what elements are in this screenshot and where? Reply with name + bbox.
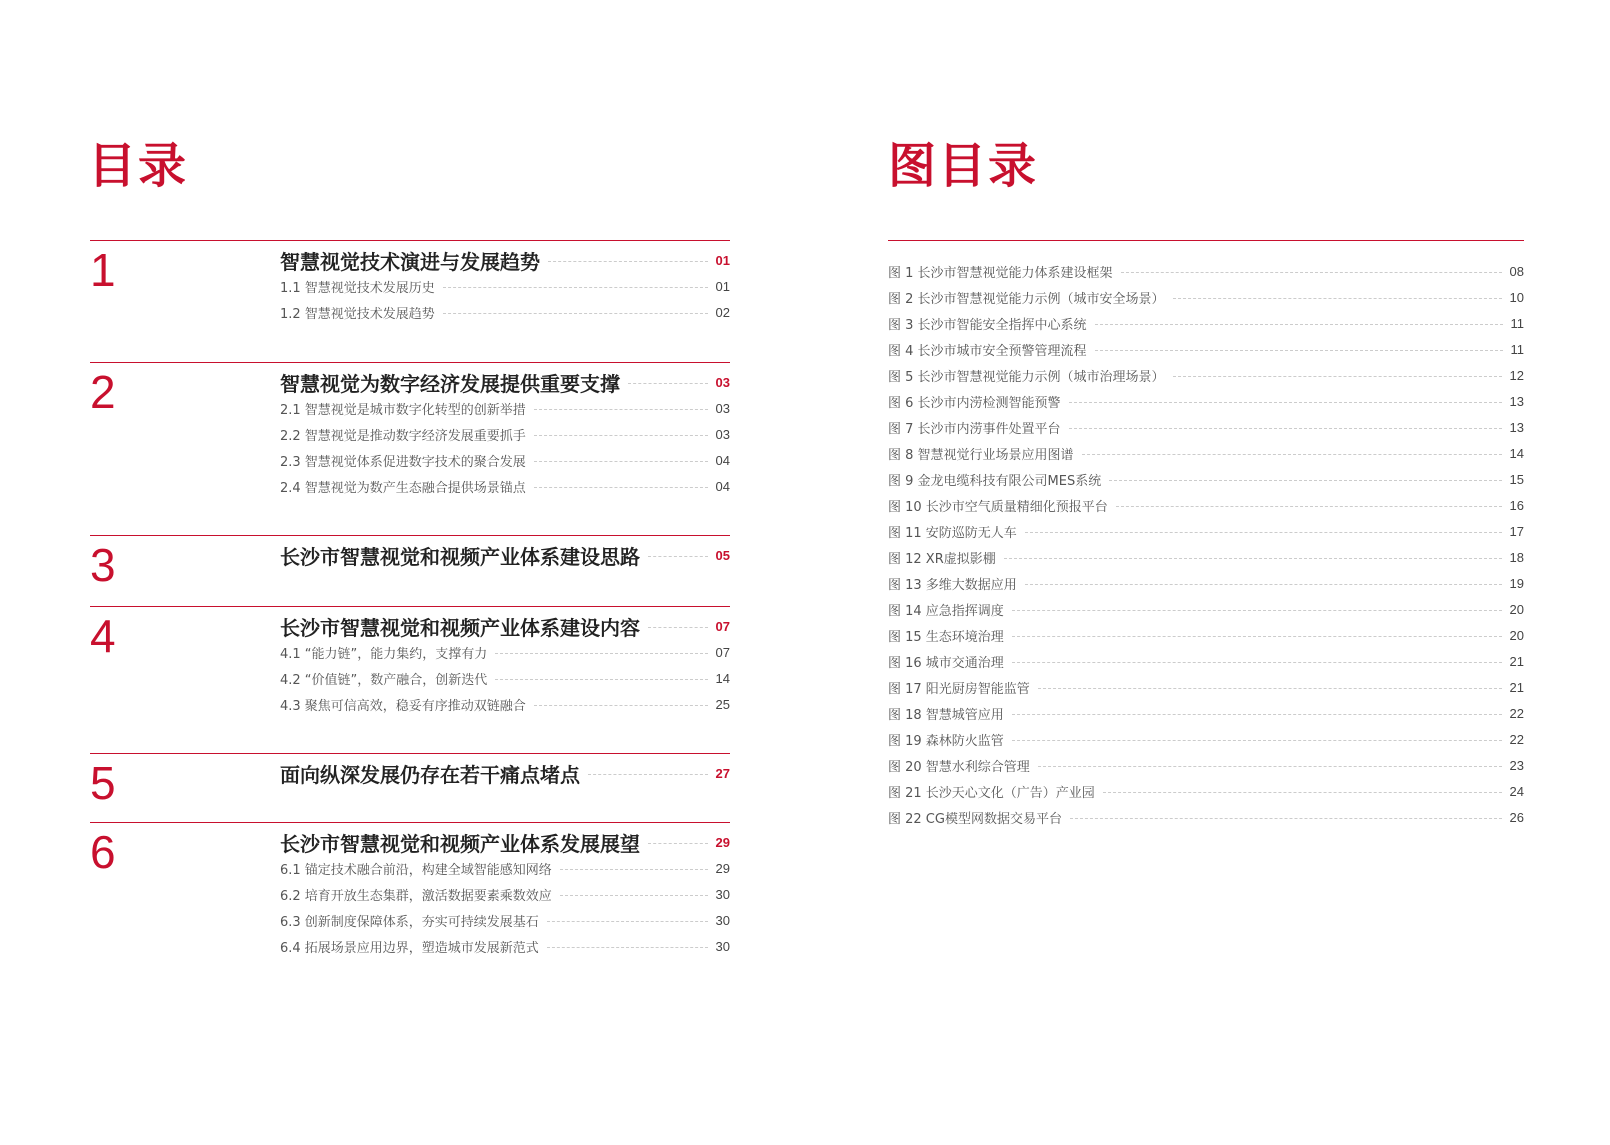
figure-entry-label: 图 22 CG模型网数据交易平台 bbox=[888, 811, 1062, 827]
section-divider bbox=[90, 753, 730, 754]
figure-entry[interactable] bbox=[888, 338, 1524, 360]
toc-subentry-label: 2.2 智慧视觉是推动数字经济发展重要抓手 bbox=[280, 428, 526, 444]
dotted-leader bbox=[534, 487, 708, 488]
figure-entry[interactable] bbox=[888, 780, 1524, 802]
toc-subentry-page: 14 bbox=[715, 670, 730, 686]
figure-entry[interactable] bbox=[888, 520, 1524, 542]
dotted-leader bbox=[1069, 402, 1502, 403]
toc-entry-label: 长沙市智慧视觉和视频产业体系发展展望 bbox=[280, 831, 640, 856]
toc-subentry-label: 2.4 智慧视觉为数产生态融合提供场景锚点 bbox=[280, 480, 526, 496]
toc-subentry[interactable] bbox=[280, 936, 730, 956]
dotted-leader bbox=[1070, 818, 1502, 819]
section-number: 4 bbox=[90, 610, 116, 662]
toc-subentry-label: 6.1 锚定技术融合前沿，构建全域智能感知网络 bbox=[280, 862, 552, 878]
toc-subentry-page: 07 bbox=[715, 644, 730, 660]
toc-subentry-label: 6.2 培育开放生态集群，激活数据要素乘数效应 bbox=[280, 888, 552, 904]
dotted-leader bbox=[560, 869, 708, 870]
toc-subentry-label: 6.4 拓展场景应用边界，塑造城市发展新范式 bbox=[280, 940, 539, 956]
toc-subentry-page: 25 bbox=[715, 696, 730, 712]
section-number: 6 bbox=[90, 826, 116, 878]
figure-entry-page: 14 bbox=[1509, 445, 1524, 461]
figure-entry-label: 图 18 智慧城管应用 bbox=[888, 707, 1004, 723]
figure-entry[interactable] bbox=[888, 286, 1524, 308]
figure-entry-page: 10 bbox=[1509, 289, 1524, 305]
dotted-leader bbox=[1038, 688, 1502, 689]
figure-entry-page: 19 bbox=[1509, 575, 1524, 591]
figure-entry-page: 22 bbox=[1509, 705, 1524, 721]
dotted-leader bbox=[495, 679, 707, 680]
figure-entry-page: 15 bbox=[1509, 471, 1524, 487]
dotted-leader bbox=[1038, 766, 1502, 767]
figures-divider bbox=[888, 240, 1524, 241]
dotted-leader bbox=[1069, 428, 1502, 429]
figure-entry-page: 13 bbox=[1509, 419, 1524, 435]
figure-entry-label: 图 9 金龙电缆科技有限公司MES系统 bbox=[888, 473, 1102, 489]
dotted-leader bbox=[1004, 558, 1502, 559]
toc-subentry[interactable] bbox=[280, 884, 730, 904]
toc-subentry-page: 03 bbox=[715, 400, 730, 416]
figure-entry[interactable] bbox=[888, 572, 1524, 594]
toc-subentry[interactable] bbox=[280, 642, 730, 662]
figure-entry-page: 11 bbox=[1510, 341, 1524, 357]
dotted-leader bbox=[1012, 714, 1502, 715]
toc-entry-label: 智慧视觉为数字经济发展提供重要支撑 bbox=[280, 371, 620, 396]
figure-entry-label: 图 14 应急指挥调度 bbox=[888, 603, 1004, 619]
figure-entry[interactable] bbox=[888, 442, 1524, 464]
dotted-leader bbox=[548, 261, 708, 262]
section-divider bbox=[90, 606, 730, 607]
toc-subentry-label: 4.1 “能力链”，能力集约，支撑有力 bbox=[280, 646, 488, 662]
figure-entry[interactable] bbox=[888, 702, 1524, 724]
figure-entry-page: 20 bbox=[1509, 601, 1524, 617]
dotted-leader bbox=[1095, 350, 1503, 351]
toc-entry-page: 01 bbox=[715, 252, 730, 268]
toc-entry-page: 07 bbox=[715, 618, 730, 634]
toc-entry[interactable] bbox=[280, 541, 730, 569]
dotted-leader bbox=[534, 409, 708, 410]
figure-entry-label: 图 2 长沙市智慧视觉能力示例（城市安全场景） bbox=[888, 291, 1165, 307]
toc-subentry[interactable] bbox=[280, 858, 730, 878]
toc-subentry-label: 2.1 智慧视觉是城市数字化转型的创新举措 bbox=[280, 402, 526, 418]
dotted-leader bbox=[1012, 610, 1502, 611]
toc-subentry[interactable] bbox=[280, 424, 730, 444]
dotted-leader bbox=[534, 705, 708, 706]
dotted-leader bbox=[628, 383, 708, 384]
figure-entry-page: 26 bbox=[1509, 809, 1524, 825]
figure-entry-label: 图 4 长沙市城市安全预警管理流程 bbox=[888, 343, 1087, 359]
toc-subentry[interactable] bbox=[280, 910, 730, 930]
section-number: 2 bbox=[90, 366, 116, 418]
figure-entry-label: 图 8 智慧视觉行业场景应用图谱 bbox=[888, 447, 1074, 463]
toc-subentry[interactable] bbox=[280, 398, 730, 418]
figure-entry[interactable] bbox=[888, 390, 1524, 412]
figure-entry-label: 图 15 生态环境治理 bbox=[888, 629, 1004, 645]
dotted-leader bbox=[1116, 506, 1502, 507]
dotted-leader bbox=[547, 921, 708, 922]
toc-subentry-page: 01 bbox=[715, 278, 730, 294]
dotted-leader bbox=[648, 556, 708, 557]
dotted-leader bbox=[534, 461, 708, 462]
dotted-leader bbox=[547, 947, 708, 948]
toc-entry[interactable] bbox=[280, 759, 730, 787]
figure-entry-page: 21 bbox=[1509, 679, 1524, 695]
dotted-leader bbox=[1173, 298, 1502, 299]
figure-entry-page: 20 bbox=[1509, 627, 1524, 643]
toc-subentry[interactable] bbox=[280, 302, 730, 322]
dotted-leader bbox=[1109, 480, 1501, 481]
figure-entry-page: 18 bbox=[1509, 549, 1524, 565]
toc-subentry-page: 30 bbox=[715, 912, 730, 928]
figure-entry-label: 图 19 森林防火监管 bbox=[888, 733, 1004, 749]
figure-entry[interactable] bbox=[888, 728, 1524, 750]
dotted-leader bbox=[1095, 324, 1503, 325]
dotted-leader bbox=[1103, 792, 1502, 793]
toc-subentry[interactable] bbox=[280, 450, 730, 470]
figure-entry-label: 图 10 长沙市空气质量精细化预报平台 bbox=[888, 499, 1108, 515]
figures-title: 图目录 bbox=[888, 138, 1039, 194]
figure-entry[interactable] bbox=[888, 624, 1524, 646]
figure-entry-label: 图 5 长沙市智慧视觉能力示例（城市治理场景） bbox=[888, 369, 1165, 385]
dotted-leader bbox=[1012, 740, 1502, 741]
toc-entry[interactable] bbox=[280, 246, 730, 274]
figure-entry-page: 22 bbox=[1509, 731, 1524, 747]
toc-subentry-page: 02 bbox=[715, 304, 730, 320]
figure-entry-label: 图 12 XR虚拟影棚 bbox=[888, 551, 996, 567]
figure-entry[interactable] bbox=[888, 416, 1524, 438]
toc-subentry[interactable] bbox=[280, 476, 730, 496]
section-divider bbox=[90, 240, 730, 241]
figure-entry-label: 图 13 多维大数据应用 bbox=[888, 577, 1017, 593]
figure-entry-label: 图 21 长沙天心文化（广告）产业园 bbox=[888, 785, 1095, 801]
figure-entry-label: 图 11 安防巡防无人车 bbox=[888, 525, 1017, 541]
dotted-leader bbox=[1012, 636, 1502, 637]
section-number: 5 bbox=[90, 757, 116, 809]
dotted-leader bbox=[1082, 454, 1502, 455]
toc-subentry-label: 2.3 智慧视觉体系促进数字技术的聚合发展 bbox=[280, 454, 526, 470]
dotted-leader bbox=[560, 895, 708, 896]
figure-entry-label: 图 7 长沙市内涝事件处置平台 bbox=[888, 421, 1061, 437]
section-divider bbox=[90, 822, 730, 823]
toc-entry[interactable] bbox=[280, 828, 730, 856]
toc-title: 目录 bbox=[88, 138, 189, 194]
figure-entry[interactable] bbox=[888, 468, 1524, 490]
figure-entry-page: 08 bbox=[1509, 263, 1524, 279]
toc-subentry-page: 30 bbox=[715, 886, 730, 902]
dotted-leader bbox=[495, 653, 707, 654]
figure-entry[interactable] bbox=[888, 546, 1524, 568]
figure-entry[interactable] bbox=[888, 650, 1524, 672]
dotted-leader bbox=[1025, 584, 1502, 585]
toc-entry[interactable] bbox=[280, 612, 730, 640]
toc-entry-page: 29 bbox=[715, 834, 730, 850]
figure-entry-page: 12 bbox=[1509, 367, 1524, 383]
figure-entry-label: 图 6 长沙市内涝检测智能预警 bbox=[888, 395, 1061, 411]
figure-entry[interactable] bbox=[888, 806, 1524, 828]
dotted-leader bbox=[443, 287, 708, 288]
dotted-leader bbox=[648, 627, 708, 628]
toc-subentry-label: 4.2 “价值链”，数产融合，创新迭代 bbox=[280, 672, 488, 688]
figure-entry[interactable] bbox=[888, 364, 1524, 386]
figure-entry[interactable] bbox=[888, 312, 1524, 334]
dotted-leader bbox=[588, 774, 708, 775]
toc-subentry-label: 6.3 创新制度保障体系，夯实可持续发展基石 bbox=[280, 914, 539, 930]
figure-entry[interactable] bbox=[888, 494, 1524, 516]
figure-entry-label: 图 3 长沙市智能安全指挥中心系统 bbox=[888, 317, 1087, 333]
toc-subentry-page: 04 bbox=[715, 452, 730, 468]
toc-subentry-label: 1.2 智慧视觉技术发展趋势 bbox=[280, 306, 435, 322]
toc-subentry[interactable] bbox=[280, 668, 730, 688]
dotted-leader bbox=[1012, 662, 1502, 663]
toc-subentry-page: 29 bbox=[715, 860, 730, 876]
toc-entry-label: 长沙市智慧视觉和视频产业体系建设思路 bbox=[280, 544, 640, 569]
dotted-leader bbox=[443, 313, 708, 314]
figure-entry-page: 16 bbox=[1509, 497, 1524, 513]
figure-entry-label: 图 17 阳光厨房智能监管 bbox=[888, 681, 1030, 697]
section-number: 1 bbox=[90, 244, 116, 296]
figure-entry-page: 21 bbox=[1509, 653, 1524, 669]
figure-entry-label: 图 20 智慧水利综合管理 bbox=[888, 759, 1030, 775]
toc-subentry-label: 4.3 聚焦可信高效，稳妥有序推动双链融合 bbox=[280, 698, 526, 714]
toc-subentry[interactable] bbox=[280, 276, 730, 296]
figure-entry[interactable] bbox=[888, 754, 1524, 776]
figure-entry[interactable] bbox=[888, 598, 1524, 620]
dotted-leader bbox=[534, 435, 708, 436]
figure-entry-page: 17 bbox=[1509, 523, 1524, 539]
figure-entry-page: 23 bbox=[1509, 757, 1524, 773]
figure-entry[interactable] bbox=[888, 260, 1524, 282]
figure-entry[interactable] bbox=[888, 676, 1524, 698]
dotted-leader bbox=[648, 843, 708, 844]
toc-subentry[interactable] bbox=[280, 694, 730, 714]
section-divider bbox=[90, 362, 730, 363]
toc-entry-page: 03 bbox=[715, 374, 730, 390]
toc-subentry-page: 04 bbox=[715, 478, 730, 494]
figure-entry-label: 图 16 城市交通治理 bbox=[888, 655, 1004, 671]
toc-subentry-label: 1.1 智慧视觉技术发展历史 bbox=[280, 280, 435, 296]
figure-entry-page: 11 bbox=[1510, 315, 1524, 331]
section-divider bbox=[90, 535, 730, 536]
toc-entry-page: 05 bbox=[715, 547, 730, 563]
toc-entry[interactable] bbox=[280, 368, 730, 396]
dotted-leader bbox=[1121, 272, 1502, 273]
toc-entry-label: 面向纵深发展仍存在若干痛点堵点 bbox=[280, 762, 580, 787]
toc-subentry-page: 30 bbox=[715, 938, 730, 954]
dotted-leader bbox=[1173, 376, 1502, 377]
figure-entry-page: 24 bbox=[1509, 783, 1524, 799]
toc-entry-page: 27 bbox=[715, 765, 730, 781]
figure-entry-page: 13 bbox=[1509, 393, 1524, 409]
toc-entry-label: 长沙市智慧视觉和视频产业体系建设内容 bbox=[280, 615, 640, 640]
toc-subentry-page: 03 bbox=[715, 426, 730, 442]
toc-entry-label: 智慧视觉技术演进与发展趋势 bbox=[280, 249, 540, 274]
dotted-leader bbox=[1025, 532, 1502, 533]
section-number: 3 bbox=[90, 539, 116, 591]
figure-entry-label: 图 1 长沙市智慧视觉能力体系建设框架 bbox=[888, 265, 1113, 281]
